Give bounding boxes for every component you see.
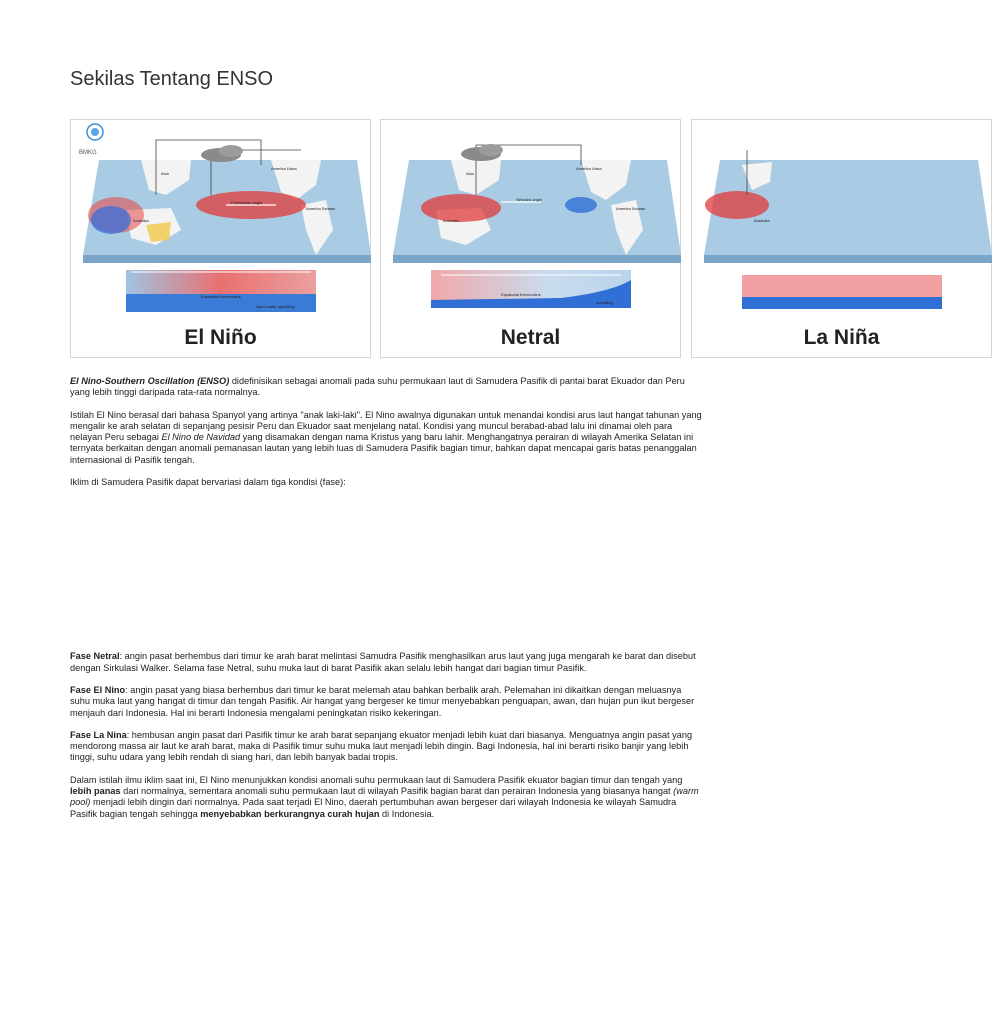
bmkg-logo-text: BMKG	[79, 150, 97, 156]
ocean-label: Sirkulasi angin	[516, 197, 543, 202]
definition-text-a: Dalam istilah ilmu iklim saat ini, El Nino menunjukkan kondisi anomali suhu permukaan laut di Samudera Pasifik ekuator bagian timur dan tengah yang	[70, 774, 683, 785]
enso-term: El Nino-Southern Oscillation (ENSO)	[70, 376, 230, 386]
asia-label: Asia	[466, 171, 474, 176]
phase-el-nino-text: : angin pasat yang biasa berhembus dari timur ke barat melemah atau bahkan berbalik arah. Pelemahan ini dikaitkan dengan meluasnya suhu muka laut yang hangat di timur dan tengah Pasifik. Air hangat yang bergeser ke timur menyebabkan penguapan, awan, dan hujan pun ikut bergeser menjauh dari Indonesia. Hal ini berarti Indonesia mengalami peningkatan risiko kekeringan.	[70, 684, 695, 718]
intro-paragraph	[70, 376, 702, 399]
north-america-label: Amerika Utara	[271, 166, 297, 171]
la-nina-illustration	[692, 120, 993, 359]
la-nina-label: La Niña	[803, 326, 880, 349]
phase-el-nino-term: Fase El Nino	[70, 684, 126, 695]
thermocline-label: Equatorial thermocline	[501, 292, 541, 297]
definition-text-e: di Indonesia.	[379, 808, 435, 819]
el-nino-de-navidad: El Nino de Navidad	[161, 432, 241, 443]
netral-diagram	[380, 119, 681, 358]
enso-image-gallery[interactable]	[70, 119, 880, 360]
origin-text-a: Istilah El Nino berasal dari bahasa Spanyol yang artinya "anak laki-laki". El Nino awalnya digunakan untuk menandai kondisi arus laut hangat tahunan yang mengalir ke arah selatan di sepanjang pesisir Peru dan Ekuador saat menjelang natal. Kondisi yang muncul berabad-abad lalu ini dinamai oleh para nelayan Peru sebagai	[70, 409, 702, 443]
upwelling-label: upwelling	[596, 300, 613, 305]
intro-text: didefinisikan sebagai anomali pada suhu permukaan laut di Samudera Pasifik di pantai barat Ekuador dan Peru yang lebih tinggi daripada rata-rata normalnya.	[70, 376, 685, 398]
el-nino-diagram	[70, 119, 371, 358]
upwelling-label: warm water upwelling	[256, 304, 295, 309]
phase-netral	[70, 651, 702, 674]
definition-paragraph	[70, 775, 702, 820]
australia-label: Australia	[754, 218, 770, 223]
netral-illustration	[381, 120, 682, 359]
south-america-label: Amerika Selatan	[616, 206, 646, 211]
warm-pool-term: (warm pool)	[70, 786, 699, 808]
north-america-label: Amerika Utara	[576, 166, 602, 171]
curah-hujan-term: menyebabkan berkurangnya curah hujan	[200, 808, 380, 819]
netral-label: Netral	[500, 326, 561, 349]
australia-label: Australia	[443, 218, 459, 223]
definition-text-d: menjadi lebih dingin dari normalnya. Pada saat terjadi El Nino, daerah pertumbuhan awan bergeser dari wilayah Indonesia ke wilayah Samudra Pasifik bagian tengah sehingga	[70, 797, 677, 819]
definition-text-c: dari normalnya, sementara anomali suhu permukaan laut di wilayah Pasifik bagian barat dan perairan Indonesia yang biasanya hangat	[120, 786, 674, 797]
phases-intro: Iklim di Samudera Pasifik dapat bervariasi dalam tiga kondisi (fase):	[70, 477, 346, 488]
lebih-panas-term: lebih panas	[70, 786, 121, 797]
phase-la-nina	[70, 730, 702, 764]
phase-la-nina-text: : hembusan angin pasat dari Pasifik timur ke arah barat sepanjang ekuator menjadi lebih kuat dari biasanya. Menguatnya angin pasat yang mendorong massa air laut ke arah barat, maka di Pasifik timur suhu muka laut menjadi lebih dingin. Bagi Indonesia, hal ini berarti risiko banjir yang lebih tinggi, suhu udara yang lebih rendah di siang hari, dan lebih banyak badai tropis.	[70, 729, 693, 763]
phase-netral-text: : angin pasat berhembus dari timur ke arah barat melintasi Samudra Pasifik menghasilkan arus laut yang juga mengarah ke barat dan disebut dengan Sirkulasi Walker. Selama fase Netral, suhu muka laut di barat Pasifik akan selalu lebih hangat dari bagian timur Pasifik.	[70, 651, 696, 673]
phase-la-nina-term: Fase La Nina	[70, 729, 127, 740]
origin-paragraph	[70, 410, 702, 466]
asia-label: Asia	[161, 171, 169, 176]
thermocline-label: Equatorial thermocline	[201, 294, 241, 299]
embedded-media-placeholder	[70, 499, 702, 651]
el-nino-label: El Niño	[184, 326, 257, 349]
la-nina-diagram	[691, 119, 992, 358]
ocean-label: Pelemahan angin	[231, 200, 263, 205]
page-title: Sekilas Tentang ENSO	[70, 68, 274, 90]
south-america-label: Amerika Selatan	[306, 206, 336, 211]
australia-label: Australia	[133, 218, 149, 223]
origin-text-b: yang disamakan dengan nama Kristus yang baru lahir. Menghangatnya perairan di wilayah Amerika Selatan ini ternyata berkaitan dengan anomali pemanasan lautan yang lebih luas di Samudera Pasifik bagian timur, bahkan dapat mencapai garis batas penanggalan internasional di Pasifik tengah.	[70, 432, 697, 465]
phase-netral-term: Fase Netral	[70, 651, 120, 662]
phase-el-nino	[70, 685, 702, 719]
article-body	[70, 376, 702, 831]
el-nino-illustration	[71, 120, 372, 359]
